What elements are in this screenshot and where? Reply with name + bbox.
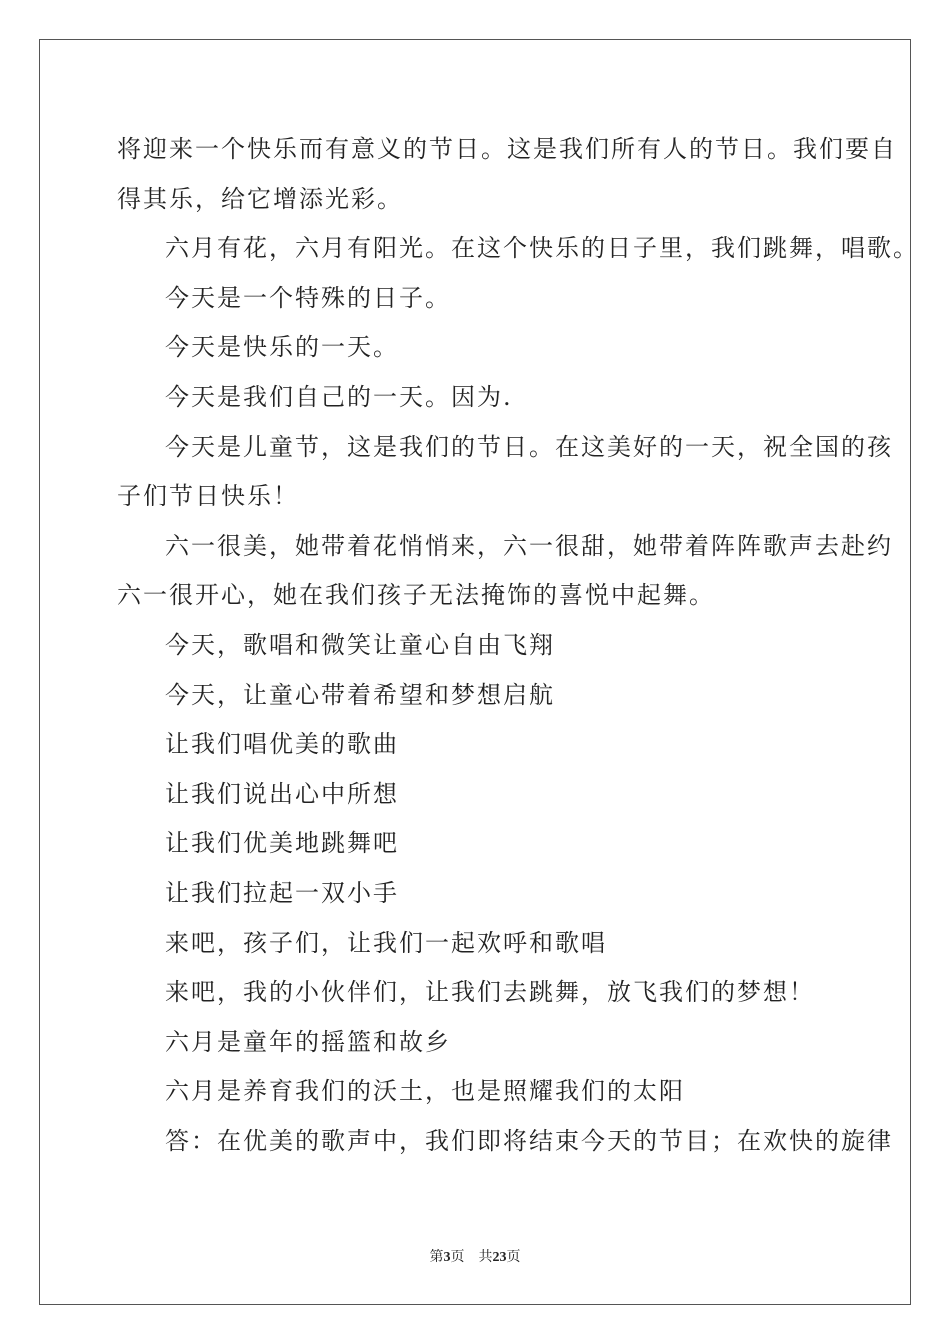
text-line-4: 今天是一个特殊的日子。: [165, 283, 451, 312]
text-line-1: 将迎来一个快乐而有意义的节日。这是我们所有人的节日。我们要自: [117, 135, 897, 163]
text-line-5: 今天是快乐的一天。: [165, 333, 399, 362]
page-suffix: 页: [450, 1250, 465, 1265]
text-line-17: 来吧，孩子们，让我们一起欢呼和歌唱: [165, 928, 607, 957]
text-line-10: 六一很开心，她在我们孩子无法掩饰的喜悦中起舞。: [117, 581, 715, 610]
page-number: 3: [443, 1250, 451, 1265]
text-line-16: 让我们拉起一双小手: [165, 878, 399, 907]
text-line-18: 来吧，我的小伙伴们，让我们去跳舞，放飞我们的梦想！: [165, 978, 815, 1007]
text-line-20: 六月是养育我们的沃土，也是照耀我们的太阳: [165, 1077, 685, 1106]
page-footer: [0, 1246, 950, 1266]
text-line-9: 六一很美，她带着花悄悄来，六一很甜，她带着阵阵歌声去赴约: [165, 531, 893, 560]
total-prefix: 共: [478, 1250, 493, 1265]
text-line-12: 今天，让童心带着希望和梦想启航: [165, 680, 555, 709]
page-prefix: 第: [429, 1250, 444, 1265]
text-line-3: 六月有花，六月有阳光。在这个快乐的日子里，我们跳舞，唱歌。: [165, 234, 919, 263]
document-body: [117, 125, 919, 1166]
text-line-15: 让我们优美地跳舞吧: [165, 829, 399, 858]
text-line-7: 今天是儿童节，这是我们的节日。在这美好的一天，祝全国的孩: [165, 432, 893, 461]
text-line-2: 得其乐，给它增添光彩。: [117, 184, 403, 213]
text-line-13: 让我们唱优美的歌曲: [165, 730, 399, 759]
text-line-21: 答：在优美的歌声中，我们即将结束今天的节目；在欢快的旋律: [165, 1126, 893, 1155]
total-pages: 23: [492, 1250, 507, 1265]
text-line-8: 子们节日快乐！: [117, 482, 299, 511]
total-suffix: 页: [506, 1250, 521, 1265]
text-line-19: 六月是童年的摇篮和故乡: [165, 1027, 451, 1056]
text-line-6: 今天是我们自己的一天。因为.: [165, 382, 513, 411]
text-line-11: 今天，歌唱和微笑让童心自由飞翔: [165, 630, 555, 659]
text-line-14: 让我们说出心中所想: [165, 779, 399, 808]
